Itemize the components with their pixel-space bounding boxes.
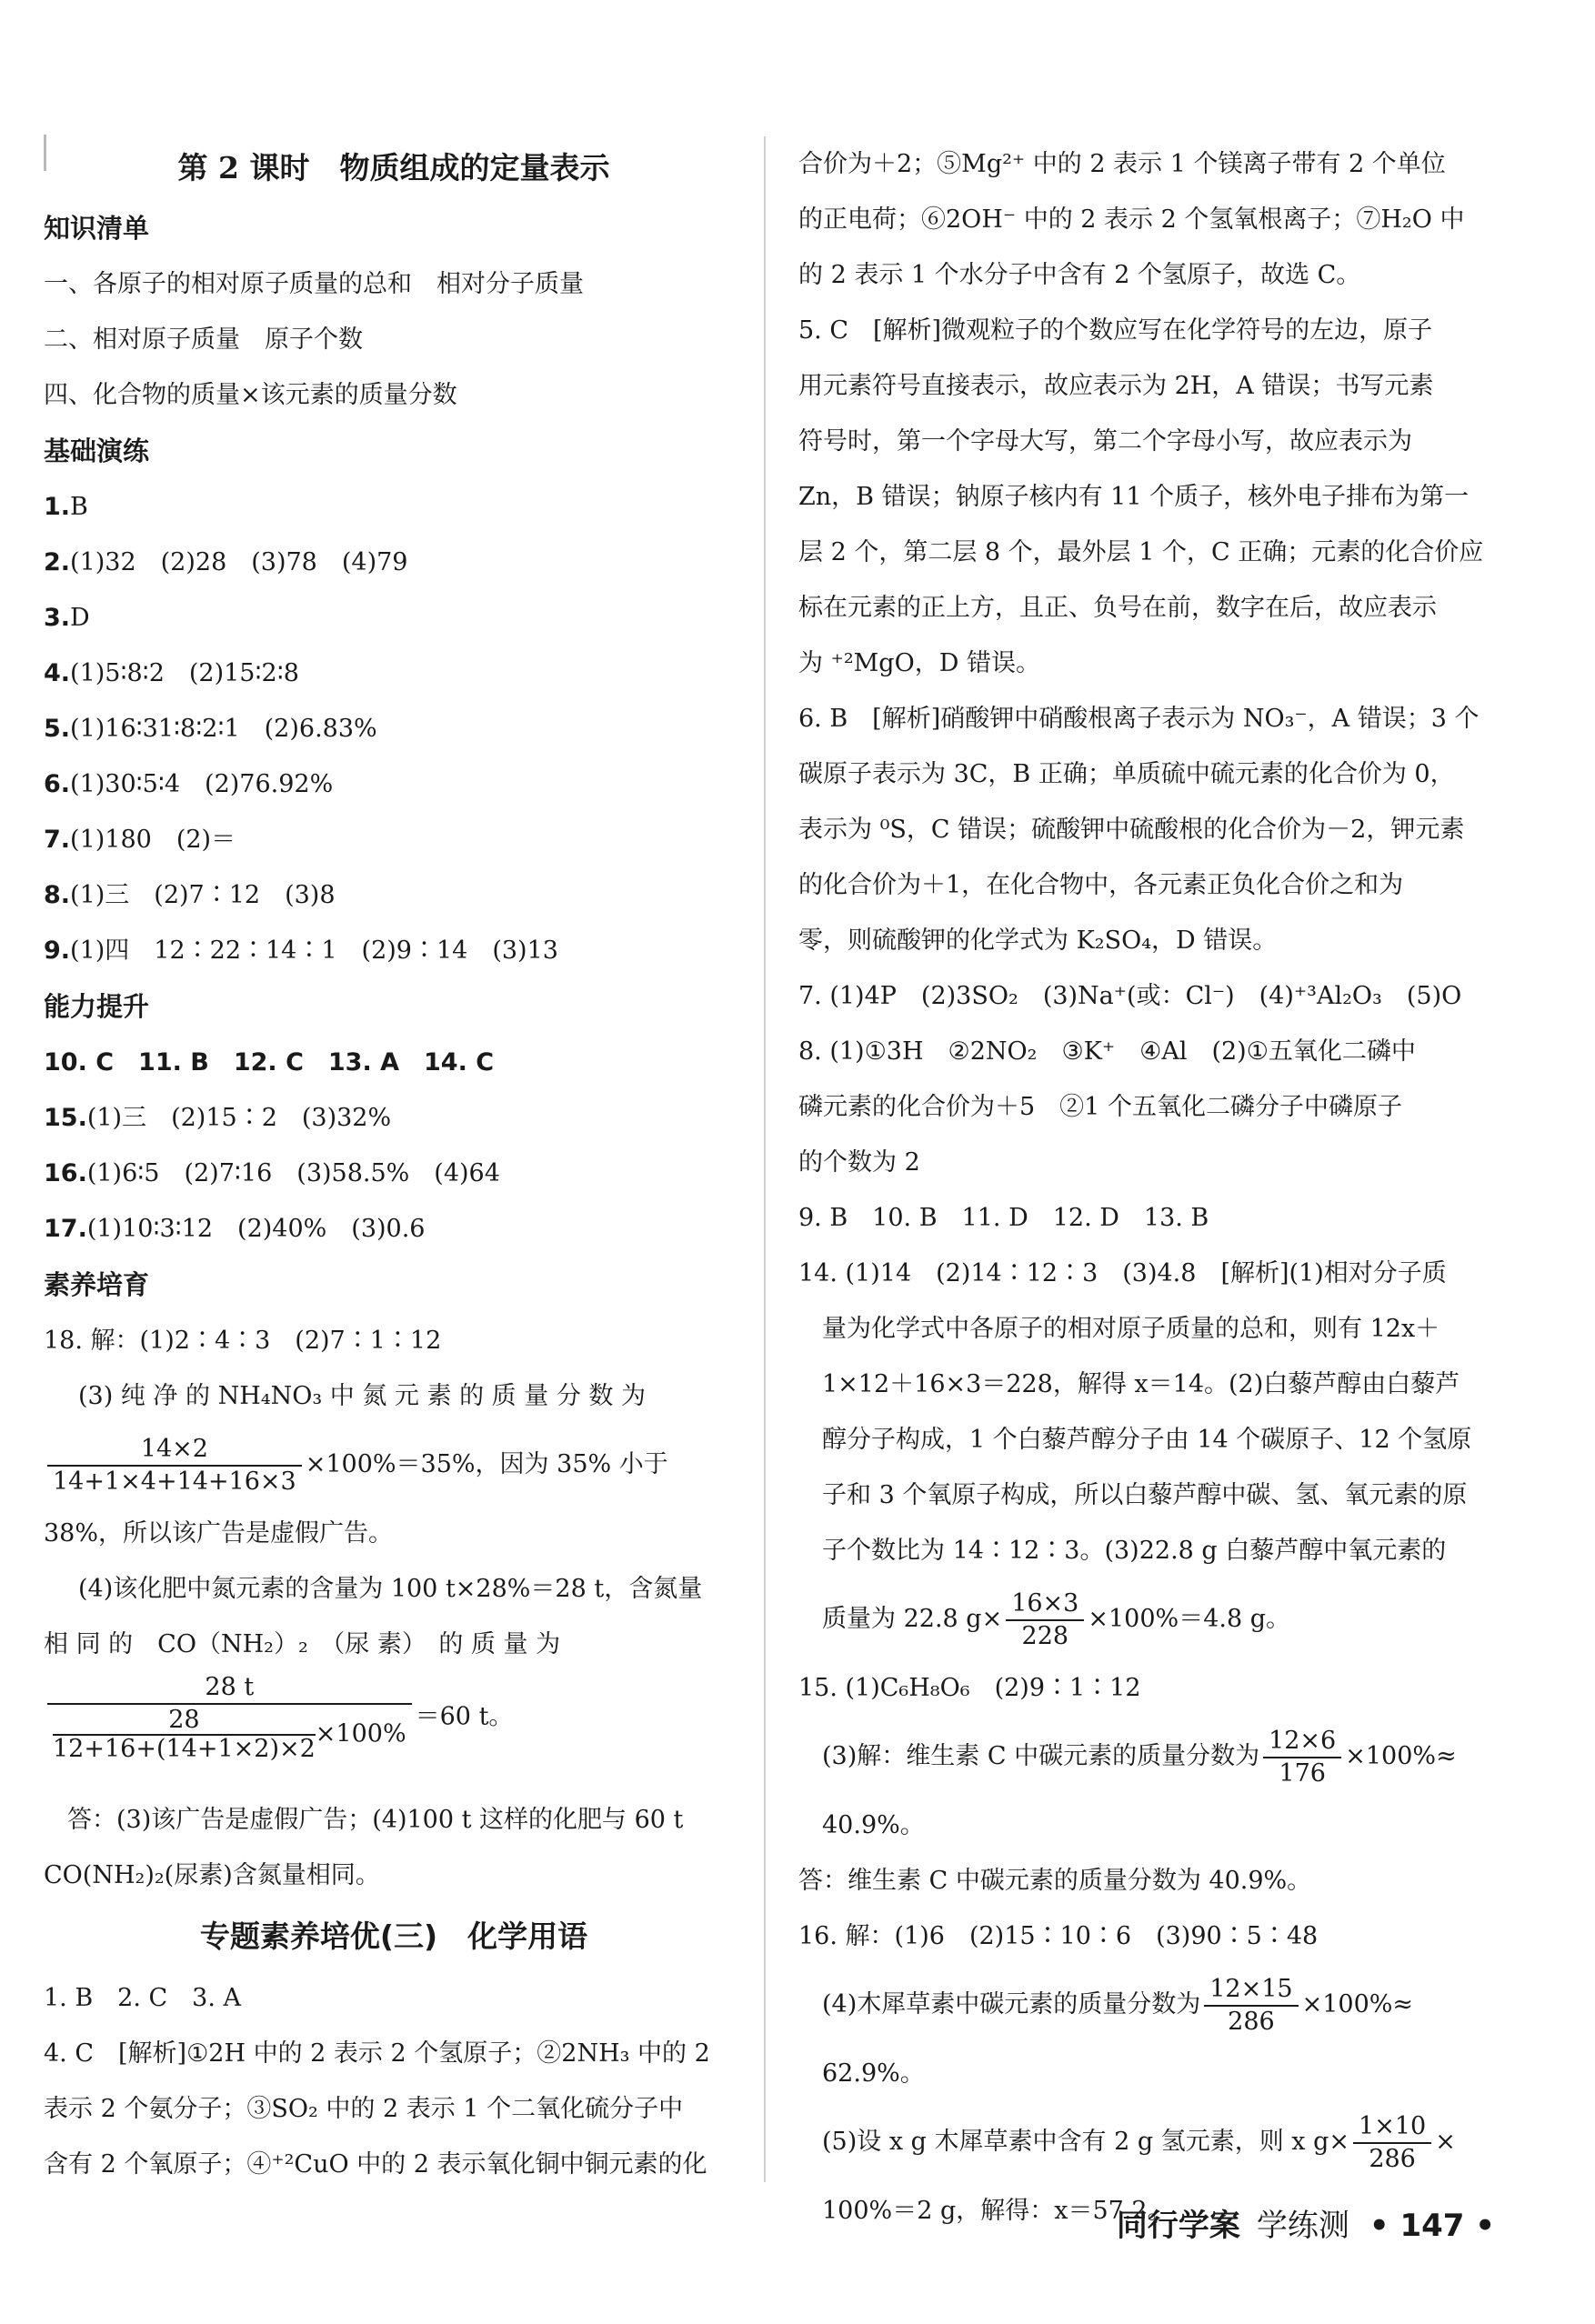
- answer-line: (3) 纯 净 的 NH₄NO₃ 中 氮 元 素 的 质 量 分 数 为: [78, 1382, 646, 1410]
- answer-line: 38%，所以该广告是虚假广告。: [44, 1519, 394, 1548]
- section-heading-literacy: 素养培育: [44, 1269, 150, 1300]
- answer-line: 为 ⁺²MgO，D 错误。: [798, 649, 1040, 677]
- answer-line: 16.(1)6∶5 (2)7∶16 (3)58.5% (4)64: [44, 1159, 500, 1187]
- answer-line: 15.(1)三 (2)15∶2 (3)32%: [44, 1104, 392, 1132]
- answer-line: 5.(1)16∶31∶8∶2∶1 (2)6.83%: [44, 715, 377, 743]
- answer-line: 答：(3)该广告是虚假广告；(4)100 t 这样的化肥与 60 t: [67, 1806, 684, 1834]
- answer-line: (4)该化肥中氮元素的含量为 100 t×28%＝28 t，含氮量: [78, 1575, 703, 1603]
- answer-line: 8.(1)三 (2)7∶12 (3)8: [44, 881, 336, 909]
- page-number: • 147 •: [1369, 2208, 1495, 2244]
- answer-line: 答：维生素 C 中碳元素的质量分数为 40.9%。: [798, 1867, 1312, 1895]
- answer-line: 4.(1)5∶8∶2 (2)15∶2∶8: [44, 659, 299, 687]
- answer-line: 7. (1)4P (2)3SO₂ (3)Na⁺(或：Cl⁻) (4)⁺³Al₂O₃ (5)O: [798, 982, 1462, 1010]
- answer-line: 的正电荷；⑥2OH⁻ 中的 2 表示 2 个氢氧根离子；⑦H₂O 中: [798, 205, 1465, 234]
- answer-line: 含有 2 个氧原子；④⁺²CuO 中的 2 表示氧化铜中铜元素的化: [44, 2150, 707, 2179]
- answer-line: 15. (1)C₆H₈O₆ (2)9∶1∶12: [798, 1674, 1141, 1702]
- left-column: [44, 136, 744, 2192]
- answer-line: 的化合价为＋1，在化合物中，各元素正负化合价之和为: [798, 871, 1404, 899]
- answer-line: 1.B: [44, 493, 88, 521]
- answer-line: 碳原子表示为 3C，B 正确；单质硫中硫元素的化合价为 0，: [798, 760, 1455, 788]
- answer-line: 表示为 ⁰S，C 错误；硫酸钾中硫酸根的化合价为－2，钾元素: [798, 816, 1465, 844]
- footer-sub: 学练测: [1256, 2208, 1349, 2244]
- answer-line: 16. 解：(1)6 (2)15∶10∶6 (3)90∶5∶48: [798, 1922, 1319, 1950]
- answer-line: 合价为＋2；⑤Mg²⁺ 中的 2 表示 1 个镁离子带有 2 个单位: [798, 150, 1446, 178]
- fraction: $\frac{1\times 10}{286}$: [1353, 2111, 1431, 2175]
- answer-line: 标在元素的正上方，且正、负号在前，数字在后，故应表示: [798, 594, 1437, 622]
- answer-line: 磷元素的化合价为＋5 ②1 个五氧化二磷分子中磷原子: [798, 1093, 1402, 1121]
- answer-line: 层 2 个，第二层 8 个，最外层 1 个，C 正确；元素的化合价应: [798, 538, 1484, 566]
- answer-line: 2.(1)32 (2)28 (3)78 (4)79: [44, 548, 408, 576]
- answer-line: 17.(1)10∶3∶12 (2)40% (3)0.6: [44, 1215, 426, 1243]
- formula-line: 质量为 22.8 g× $\frac{16\times 3}{228}$ ×100%＝4.8 g。: [822, 1588, 1290, 1650]
- answer-line: 1. B 2. C 3. A: [44, 1984, 242, 2012]
- answer-line: 1×12＋16×3＝228，解得 x＝14。(2)白藜芦醇由白藜芦: [822, 1370, 1460, 1398]
- section-heading-basic: 基础演练: [44, 436, 150, 466]
- section-title-special: 专题素养培优(三) 化学用语: [199, 1918, 588, 1954]
- answer-line: 10. C 11. B 12. C 13. A 14. C: [44, 1048, 495, 1077]
- fraction: $\frac{14\times 2}{14+1\times 4+14+16\times 3}$: [47, 1434, 302, 1498]
- answer-line: 符号时，第一个字母大写，第二个字母小写，故应表示为: [798, 427, 1412, 456]
- answer-line: 用元素符号直接表示，故应表示为 2H，A 错误；书写元素: [798, 372, 1434, 400]
- fraction: $\frac{12\times 6}{176}$: [1263, 1726, 1341, 1789]
- formula-line: (4)木犀草素中碳元素的质量分数为 $\frac{12\times 15}{286}$ ×100%≈: [822, 1974, 1414, 2036]
- answer-line: 40.9%。: [822, 1811, 925, 1839]
- answer-line: 子和 3 个氧原子构成，所以白藜芦醇中碳、氢、氧元素的原: [822, 1481, 1468, 1509]
- formula-line: (5)设 x g 木犀草素中含有 2 g 氢元素，则 x g× $\frac{1\times 10}{286}$ ×: [822, 2111, 1456, 2173]
- lesson-title: 第 2 课时 物质组成的定量表示: [177, 150, 610, 185]
- right-column: [798, 136, 1490, 2239]
- column-divider: [764, 136, 766, 2182]
- answer-line: 的个数为 2: [798, 1148, 920, 1177]
- answer-line: 8. (1)①3H ②2NO₂ ③K⁺ ④Al (2)①五氧化二磷中: [798, 1037, 1416, 1066]
- section-heading-knowledge: 知识清单: [44, 213, 150, 244]
- knowledge-item: 四、化合物的质量×该元素的质量分数: [44, 381, 457, 409]
- fraction: 28 t $\frac{28}{12+16+(14+1\times 2)\times 2}$ ×100%: [47, 1672, 412, 1763]
- formula-line: 28 t $\frac{28}{12+16+(14+1\times 2)\times 2}$ ×100% ＝60 t。: [44, 1672, 744, 1792]
- answer-line: 4. C [解析]①2H 中的 2 表示 2 个氢原子；②2NH₃ 中的 2: [44, 2039, 710, 2068]
- answer-line: 子个数比为 14∶12∶3。(3)22.8 g 白藜芦醇中氧元素的: [822, 1537, 1447, 1565]
- answer-line: Zn，B 错误；钠原子核内有 11 个质子，核外电子排布为第一: [798, 483, 1470, 511]
- answer-line: 9. B 10. B 11. D 12. D 13. B: [798, 1204, 1209, 1232]
- formula-line: $\frac{14\times 2}{14+1\times 4+14+16\times 3}$ ×100%＝35%，因为 35% 小于: [44, 1424, 744, 1506]
- fraction: $\frac{16\times 3}{228}$: [1006, 1588, 1084, 1652]
- answer-line: 7.(1)180 (2)＝: [44, 826, 236, 854]
- answer-line: 表示 2 个氨分子；③SO₂ 中的 2 表示 1 个二氧化硫分子中: [44, 2095, 684, 2123]
- answer-line: 5. C [解析]微观粒子的个数应写在化学符号的左边，原子: [798, 316, 1433, 345]
- answer-line: 6. B [解析]硝酸钾中硝酸根离子表示为 NO₃⁻，A 错误；3 个: [798, 705, 1480, 733]
- answer-line: 100%＝2 g，解得：x＝57.2。: [822, 2197, 1172, 2225]
- knowledge-item: 一、各原子的相对原子质量的总和 相对分子质量: [44, 270, 584, 298]
- knowledge-item: 二、相对原子质量 原子个数: [44, 326, 363, 354]
- answer-line: 62.9%。: [822, 2059, 925, 2088]
- answer-line: 量为化学式中各原子的相对原子质量的总和，则有 12x＋: [822, 1315, 1440, 1343]
- answer-line: 9.(1)四 12∶22∶14∶1 (2)9∶14 (3)13: [44, 937, 558, 965]
- answer-line: CO(NH₂)₂(尿素)含氮量相同。: [44, 1861, 380, 1889]
- footer-brand: 同行学案: [1116, 2208, 1240, 2244]
- answer-line: 的 2 表示 1 个水分子中含有 2 个氢原子，故选 C。: [798, 261, 1361, 289]
- section-heading-ability: 能力提升: [44, 991, 150, 1022]
- answer-line: 零，则硫酸钾的化学式为 K₂SO₄，D 错误。: [798, 927, 1278, 955]
- fraction: $\frac{12\times 15}{286}$: [1204, 1974, 1298, 2038]
- answer-line: 醇分子构成，1 个白藜芦醇分子由 14 个碳原子、12 个氢原: [822, 1426, 1472, 1454]
- answer-line: 3.D: [44, 604, 90, 632]
- page-footer: [1117, 2200, 1495, 2245]
- answer-line: 18. 解：(1)2∶4∶3 (2)7∶1∶12: [44, 1327, 442, 1355]
- answer-line: 14. (1)14 (2)14∶12∶3 (3)4.8 [解析](1)相对分子质: [798, 1259, 1447, 1287]
- formula-line: (3)解：维生素 C 中碳元素的质量分数为 $\frac{12\times 6}{176}$ ×100%≈: [822, 1726, 1457, 1788]
- answer-line: 6.(1)30∶5∶4 (2)76.92%: [44, 770, 334, 798]
- answer-line: 相 同 的 CO（NH₂）₂ （尿 素） 的 质 量 为: [44, 1630, 561, 1658]
